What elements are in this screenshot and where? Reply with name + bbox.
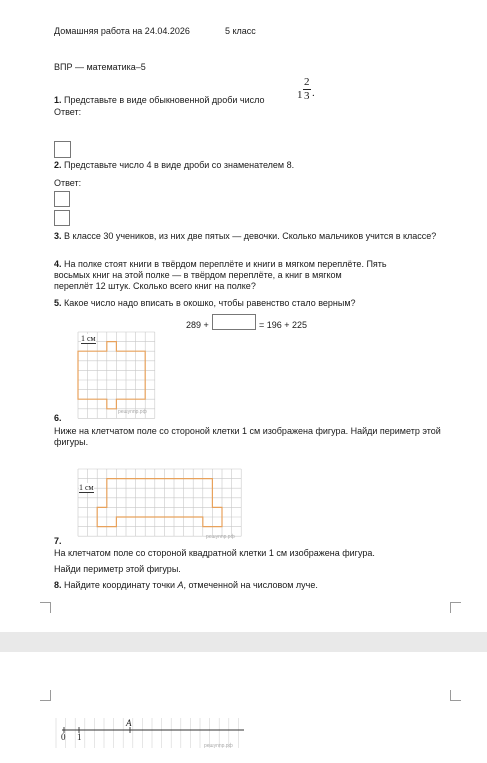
point-a-label: A [126, 718, 132, 728]
question-7: На клетчатом поле со стороной квадратной клетки 1 см изображена фигура. [54, 548, 375, 558]
answer-box-2a[interactable] [54, 191, 70, 207]
question-1: 1. Представьте в виде обыкновенной дроби число [54, 95, 265, 105]
question-2: 2. Представьте число 4 в виде дроби со знаменателем 8. [54, 160, 295, 170]
question-4: 4. На полке стоят книги в твёрдом переплёте и книги в мягком переплёте. Пять [54, 259, 387, 269]
homework-title: Домашняя работа на 24.04.2026 [54, 26, 190, 36]
question-3: 3. В классе 30 учеников, из них две пятых — девочки. Сколько мальчиков учится в классе? [54, 231, 437, 241]
question-4-line-3: переплёт 12 штук. Сколько всего книг на полке? [54, 281, 256, 291]
page-1: Домашняя работа на 24.04.2026 5 класс ВПР — математика–5 1. Представьте в виде обыкновенной дроби число 1 2 3 . Ответ: 2. Представьте число 4 в виде дроби со знаменателем 8. Ответ: 3. В классе 30 учеников, из них две пятых — девочки. Сколько мальчиков учится в классе? 4. На полке стоят книги в твёрдом переплёте и книги в мягком переплёте. Пять восьмых книг на этой полке — в твёрдом переплёте, а книг в мягком переплёт 12 штук. Сколько всего книг на полке? 5. Какое число надо вписать в окошко, чтобы равенство стало верным? 289 + = 196 + 225 1 см решуnnp.рф 6. Ниже на клетчатом поле со стороной клетки 1 см изображена фигура. Найди периметр этой фигуры. 1 см решуnnp.рф 7. На клетчатом поле со стороной квадратной клетки 1 см изображена фигура. Найди периметр этой фигуры. 8. Найдите координату точки A, отмеченной на числовом луче. [0, 0, 487, 632]
subject-label: ВПР — математика–5 [54, 62, 146, 72]
question-7-number: 7. [54, 536, 62, 546]
page-corner-mark [450, 602, 461, 613]
answer-label-1: Ответ: [54, 107, 82, 117]
page-corner-mark [40, 690, 51, 701]
watermark-8: решуnnp.рф [204, 743, 233, 749]
figure-outline-6 [78, 342, 145, 409]
figure-outline-7 [97, 479, 222, 527]
question-8: 8. Найдите координату точки A, отмеченной на числовом луче. [54, 580, 318, 590]
question-6: Ниже на клетчатом поле со стороной клетки 1 см изображена фигура. Найди периметр этой фигуры. [54, 426, 441, 447]
answer-box-1[interactable] [54, 141, 71, 158]
page-corner-mark [450, 690, 461, 701]
answer-box-2b[interactable] [54, 210, 70, 226]
ray-zero-label: 0 [61, 732, 66, 742]
question-7-line-2: Найди периметр этой фигуры. [54, 564, 181, 574]
scale-label-6: 1 см [81, 334, 96, 343]
watermark-6: решуnnp.рф [118, 409, 147, 415]
page-corner-mark [40, 602, 51, 613]
equation-right: = 196 + 225 [259, 320, 308, 330]
question-6-number: 6. [54, 413, 62, 423]
equation-answer-box[interactable] [212, 314, 256, 330]
grid-figure-7 [78, 469, 240, 542]
grade-label: 5 класс [225, 26, 256, 36]
ray-one-label: 1 [77, 732, 82, 742]
question-4-line-2: восьмых книг на этой полке — в твёрдом переплёте, а книг в мягком [54, 270, 342, 280]
answer-label-2: Ответ: [54, 178, 82, 188]
question-5: 5. Какое число надо вписать в окошко, чтобы равенство стало верным? [54, 298, 356, 308]
equation-left: 289 + [186, 320, 209, 330]
grid-figure-6 [78, 332, 155, 417]
watermark-7: решуnnp.рф [206, 534, 235, 540]
scale-label-7: 1 см [79, 483, 94, 492]
page-2 [0, 652, 487, 763]
